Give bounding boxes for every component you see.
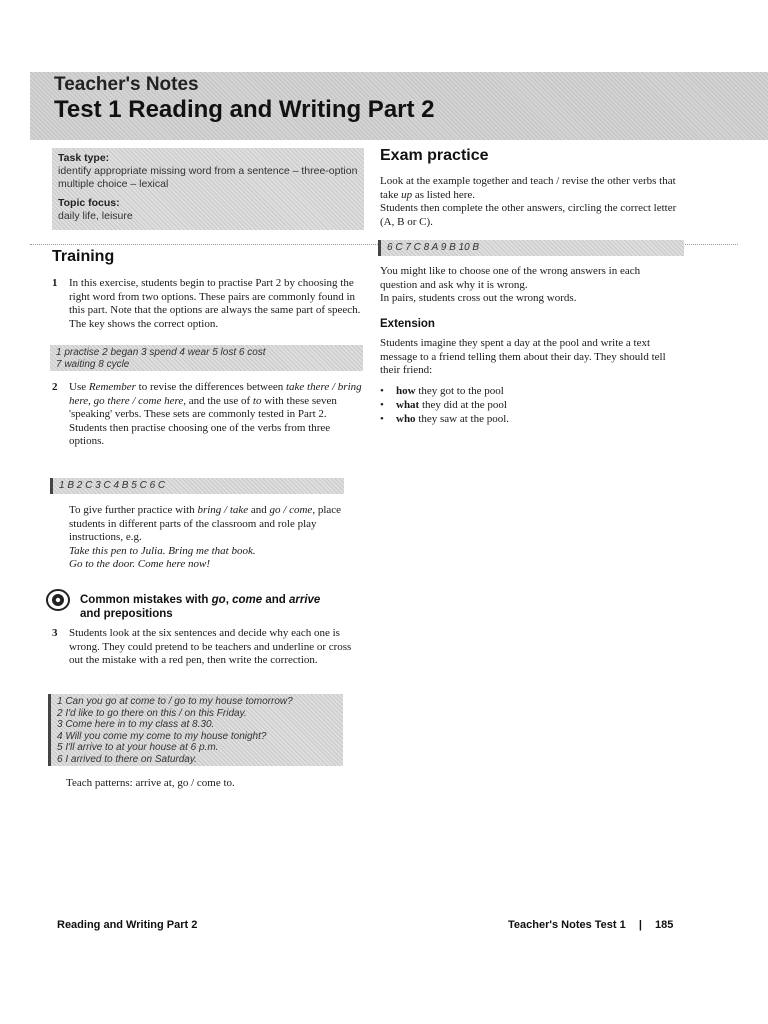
extension-bullet-list <box>380 384 680 426</box>
answer-key-3-line: 4 Will you come my come to my house tonight? <box>57 730 267 742</box>
answer-key-1-line-1: 1 practise 2 began 3 spend 4 wear 5 lost 6 cost <box>56 347 266 358</box>
list-item <box>380 384 680 398</box>
answer-key-3-line: 2 I'd like to go there on this / on this Friday. <box>57 707 247 719</box>
mistakes-heading-text: arrive <box>288 594 321 606</box>
answer-key-3 <box>48 694 343 766</box>
answer-key-1 <box>50 345 363 371</box>
further-text: go / come <box>269 504 313 516</box>
example-1: Take this pen to Julia. Bring me that book. <box>69 544 256 557</box>
common-mistakes-heading <box>80 593 362 621</box>
training-item-1 <box>52 277 362 331</box>
task-type-box <box>52 148 364 230</box>
exam-practice-paragraph-3 <box>380 265 680 306</box>
item-number: 1 <box>52 277 58 289</box>
further-text: and <box>248 504 270 516</box>
footer-section: Teacher's Notes Test 1 <box>508 919 626 931</box>
answer-key-2 <box>50 478 344 494</box>
header-banner <box>30 72 768 140</box>
answer-key-1-line-2: 7 waiting 8 cycle <box>56 358 130 370</box>
exam-text-3: You might like to choose one of the wrong answers in each question and ask why it is wrong. <box>380 265 641 291</box>
header-kicker: Teacher's Notes <box>54 74 199 95</box>
task-type-value: identify appropriate missing word from a sentence – three-option multiple choice – lexical <box>58 165 358 190</box>
pattern-separator: , <box>171 777 178 789</box>
bullet-bold: how <box>396 385 416 397</box>
training-item-2 <box>52 381 362 449</box>
item-3-text: Students look at the six sentences and decide why each one is wrong. They could pretend to be teachers and underline or cross out the mistake with a red pen, then write the correction. <box>69 627 352 666</box>
item-2-text: take there / bring here, go there / come here <box>69 381 362 407</box>
list-item <box>380 398 680 412</box>
pencil-mistakes-icon <box>46 589 70 611</box>
mistakes-heading-text: come <box>232 594 263 606</box>
further-text: bring / take <box>197 504 249 516</box>
item-2-text: Use <box>69 381 89 393</box>
exam-answer-key <box>378 240 684 256</box>
training-item-3 <box>52 627 362 668</box>
item-2-text-2: Students then practise choosing one of the verbs from three options. <box>69 421 331 447</box>
further-text: , place students in different parts of the classroom and role play instructions, e.g. <box>69 504 342 543</box>
answer-key-3-line: 3 Come here in to my class at 8.30. <box>57 719 215 730</box>
exam-text-4: In pairs, students cross out the wrong words. <box>380 292 577 304</box>
item-number: 3 <box>52 627 58 639</box>
page-title: Test 1 Reading and Writing Part 2 <box>54 96 435 123</box>
task-type-label: Task type: <box>58 152 110 164</box>
bullet-bold: who <box>396 413 416 425</box>
example-2: Go to the door. Come here now! <box>69 558 211 570</box>
item-1-text: In this exercise, students begin to practise Part 2 by choosing the right word from two options. These pairs are commonly found in this part. Note that the options are always the same part of speech. The key shows the correct option. <box>69 277 361 330</box>
topic-focus-label: Topic focus: <box>58 197 120 209</box>
item-2-text: Remember <box>88 381 136 393</box>
mistakes-heading-text: and prepositions <box>80 608 173 620</box>
list-item <box>380 412 680 426</box>
bullet-text: they got to the pool <box>415 385 504 397</box>
item-2-text: to <box>252 394 262 407</box>
exam-answer-key-line: 6 C 7 C 8 A 9 B 10 B <box>387 242 480 253</box>
topic-focus-value: daily life, leisure <box>58 210 133 222</box>
exam-text: up <box>401 188 413 201</box>
item-2-text: to revise the differences between <box>135 381 286 393</box>
footer-divider: | <box>638 919 642 931</box>
page-number: 185 <box>654 919 674 931</box>
pattern-come: come to <box>196 777 233 789</box>
bullet-text: they saw at the pool. <box>415 413 510 425</box>
mistakes-heading-text: Common mistakes with <box>80 594 212 606</box>
item-number: 2 <box>52 381 58 393</box>
further-text: To give further practice with <box>69 504 198 516</box>
further-practice-paragraph <box>69 504 362 572</box>
extension-paragraph: Students imagine they spent a day at the pool and write a text message to a friend telling them about their day. They should tell their friend: <box>380 337 666 376</box>
mistakes-heading-text: go <box>211 594 226 606</box>
pattern-arrive: arrive at <box>135 777 172 789</box>
footer-left: Reading and Writing Part 2 <box>57 919 198 931</box>
exam-text: as listed here. <box>412 188 476 201</box>
item-2-text: , and the use of <box>183 394 253 407</box>
exam-practice-paragraph-2: Students then complete the other answers, circling the correct letter (A, B or C). <box>380 202 677 228</box>
bullet-text: they did at the pool <box>419 399 507 411</box>
teach-patterns <box>66 777 362 791</box>
mistakes-heading-text: and <box>262 594 289 606</box>
bullet-bold: what <box>396 399 420 411</box>
pattern-go: go <box>177 777 189 789</box>
exam-practice-paragraph-1 <box>380 175 680 229</box>
answer-key-3-line: 5 I'll arrive to at your house at 6 p.m. <box>57 742 219 753</box>
answer-key-3-line: 1 Can you go at come to / go to my house tomorrow? <box>57 696 293 707</box>
answer-key-2-line: 1 B 2 C 3 C 4 B 5 C 6 C <box>59 480 166 491</box>
patterns-label: Teach patterns: <box>66 777 136 789</box>
pattern-separator: / <box>188 777 197 789</box>
exam-text: Look at the example together and teach / revise the other verbs that take <box>380 175 676 201</box>
footer-right <box>508 919 673 931</box>
item-2-text: with these seven 'speaking' verbs. These sets are commonly tested in Part 2. <box>69 394 337 420</box>
mistakes-heading-text: , <box>225 594 233 606</box>
pattern-end: . <box>232 777 235 789</box>
extension-heading: Extension <box>380 318 435 330</box>
exam-practice-heading: Exam practice <box>380 147 489 164</box>
answer-key-3-line: 6 I arrived to there on Saturday. <box>57 753 197 765</box>
training-heading: Training <box>52 248 115 265</box>
